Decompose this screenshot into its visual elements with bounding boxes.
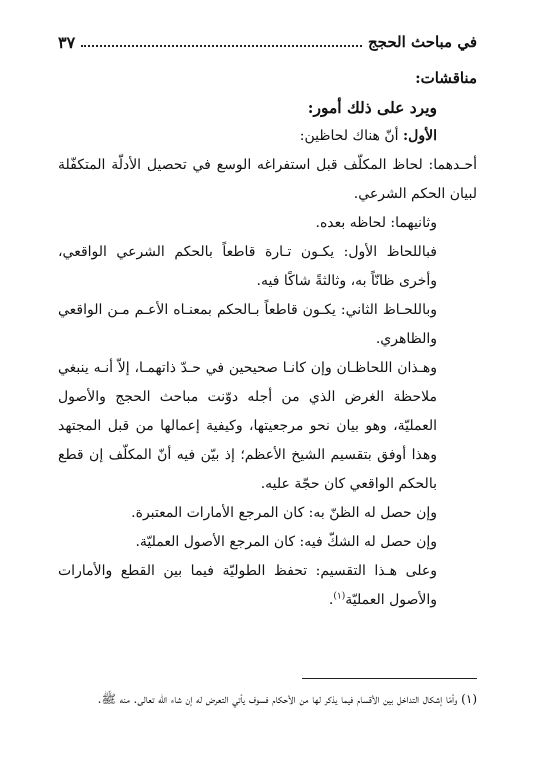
paragraph-shakk: وإن حصل له الشكّ فيه: كان المرجع الأصول العمليّة. [135, 534, 437, 550]
section-title: مناقشات: [415, 69, 477, 87]
paragraph-zann: وإن حصل له الظنّ به: كان المرجع الأمارات المعتبرة. [131, 505, 437, 521]
paragraph-ala [58, 557, 477, 615]
body-text [58, 64, 477, 615]
header-dot-leader [81, 45, 362, 47]
lead-paragraph: ويرد على ذلك أمور: [307, 98, 437, 117]
footnote-area [58, 688, 477, 710]
header-title: في مباحث الحجج [367, 33, 477, 51]
paragraph-lihaz-2: وباللحـاظ الثاني: يكـون قاطعاً بـالحكم بمعنـاه الأعـم مـن الواقعي والظاهري. [58, 302, 437, 347]
paragraph-ahaduhuma: أحـدهما: لحاظ المكلّف قبل استفراغه الوسع في تحصيل الأدلّة المتكفّلة لبيان الحكم الشرعي. [58, 157, 477, 202]
paragraph-ala-text: وعلى هـذا التقسيم: تحفظ الطوليّة فيما بين القطع والأمارات والأصول العمليّة [58, 563, 437, 608]
footnote-ref[interactable]: (١) [333, 591, 346, 602]
running-header [58, 30, 477, 54]
paragraph-lihaz-1: فباللحاظ الأول: يكـون تـارة قاطعاً بالحكم الشرعي الواقعي، وأخرى ظانّاً به، وثالثةً شاكًا فيه. [58, 244, 437, 289]
first-point-paragraph [58, 122, 477, 151]
paragraph-hadhan: وهـذان اللحاظـان وإن كانـا صحيحين في حـدّ ذاتهمـا، إلاّ أنـه ينبغي ملاحظة الغرض الذي من أجله دوّنت مباحث الحجج والأصول العمليّة، وهو بيان نحو مرجعيتها، وكيفية إعمالها من قبل المجتهد وهذا أوفق بتقسيم الشيخ الأعظم؛ إذ بيّن فيه أنّ المكلّف إن قطع بالحكم الواقعي كان حجّة عليه. [58, 360, 437, 492]
paragraph-thaniyuhuma: وثانيهما: لحاظه بعده. [315, 215, 437, 231]
page-number: ٣٧ [58, 32, 76, 52]
footnote-1: (١) وأمّا إشكال التداخل بين الأقسام فيما يذكر لها من الأحكام فسوف يأتي التعرض له إن شاء الله تعالى. منه ﷺ. [97, 692, 477, 706]
first-point-text: أنّ هناك لحاظين: [299, 128, 404, 144]
first-point-label: الأول: [403, 128, 437, 144]
footnote-separator [302, 678, 477, 679]
paragraph-end-dot: . [328, 592, 334, 608]
